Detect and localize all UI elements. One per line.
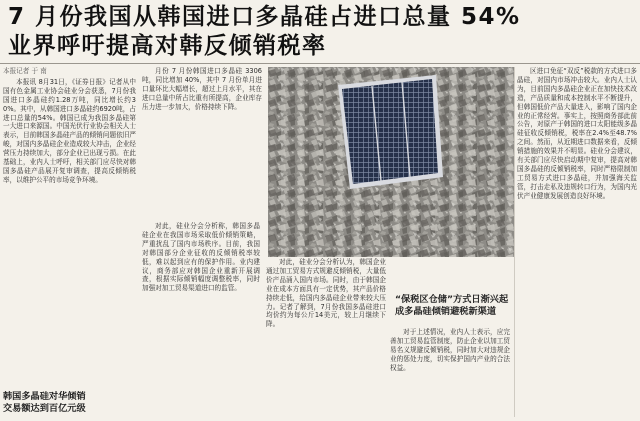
headline-rule <box>0 63 640 64</box>
polysilicon-photo-image <box>268 67 514 257</box>
headline-line-2: 业界呼吁提高对韩反倾销税率 <box>8 33 327 59</box>
section-subhead <box>395 294 513 317</box>
byline: 本报记者 于 南 <box>3 67 47 75</box>
article-column-3b <box>266 258 386 418</box>
article-text-col3b: 对此，硅业分会分析认为，韩国企业通过加工贸易方式规避反倾销税，大量低价产品涌入国内市场。同时，由于韩国企业在成本方面具有一定优势，其产品价格持续走低，给国内多晶硅企业带来较大压力。记者了解到，7月份我国多晶硅进口均价约为每公斤14美元，较上月继续下降。 <box>266 258 386 329</box>
sidehead-line-2: 交易额达到百亿元级 <box>3 402 86 414</box>
solar-panel-shape <box>338 75 443 189</box>
article-column-2 <box>142 67 262 217</box>
article-column-2b <box>142 222 260 418</box>
article-text-col1: 本报讯 8月31日，《证券日报》记者从中国有色金属工业协会硅业分会获悉，7月份我国进口多晶硅约1.28万吨，同比增长约30%。其中，从韩国进口多晶硅约6920吨，占进口总量的54%。韩国已成为我国多晶硅第一大进口来源国。中国光伏行业协会相关人士表示，目前韩国多晶硅产品的倾销问题依旧严峻，对国内多晶硅企业造成较大冲击，企业经营压力持续加大，部分企业已出现亏损。在此基础上，业内人士呼吁，相关部门应尽快对韩国多晶硅产品展开复审调查，提高反倾销税率，以维护公平的市场竞争环境。 <box>3 77 136 184</box>
sidehead-line-1: 韩国多晶硅对华倾销 <box>3 391 86 402</box>
article-text-col4b: 对于上述情况，业内人士表示，应完善加工贸易监管制度，防止企业以加工贸易名义规避反倾销税，同时加大对违规企业的惩处力度，切实保护国内产业的合法权益。 <box>390 328 510 372</box>
sidebar-subhead <box>3 391 137 414</box>
column-divider <box>514 67 515 417</box>
headline <box>0 0 640 62</box>
polysilicon-photo <box>268 67 514 257</box>
article-column-1 <box>3 67 136 389</box>
article-text-col2b: 对此，硅业分会分析称，韩国多晶硅企业在我国市场采取低价倾销策略，严重扰乱了国内市场秩序。目前，我国对韩国部分企业征收的反倾销税率较低，难以起到应有的保护作用。业内建议，商务部应对韩国企业重新开展调查，根据实际倾销幅度调整税率，同时加强对加工贸易渠道进口的监管。 <box>142 222 260 293</box>
subhead-line-1: “保税区仓储”方式日渐兴起 <box>395 294 509 305</box>
article-column-5 <box>517 67 637 417</box>
article-text-col5: 区进口免征“双反”税款的方式进口多晶硅，对国内市场冲击较大。业内人士认为，目前国内多晶硅企业正在加快技术改造，产品质量和成本控制水平不断提升，但韩国低价产品大量进入，影响了国内企业的正常经营。事实上，按照商务部此前公告，对原产于韩国的进口太阳能级多晶硅征收反倾销税，税率在2.4%至48.7%之间。然而，从近期进口数据来看，反倾销措施的效果并不明显。硅业分会建议，有关部门应尽快启动期中复审，提高对韩国多晶硅的反倾销税率，同时严格限制加工贸易方式进口多晶硅，并加强海关监管，打击走私及违规转口行为，为国内光伏产业健康发展创造良好环境。 <box>517 67 637 200</box>
subhead-line-2: 成多晶硅倾销避税新渠道 <box>395 305 497 317</box>
headline-line-1: 7 月份我国从韩国进口多晶硅占进口总量 54% <box>8 4 521 30</box>
article-text-col2: 月份 7 月份韩国进口多晶硅 3306 吨，同比增加 40%，其中 7 月份单月进口量环比大幅增长，超过上月水平，其在进口总量中所占比重有所提高，企业库存压力进一步加大，价格持续下降。 <box>142 67 262 111</box>
article-column-4b <box>390 328 510 418</box>
